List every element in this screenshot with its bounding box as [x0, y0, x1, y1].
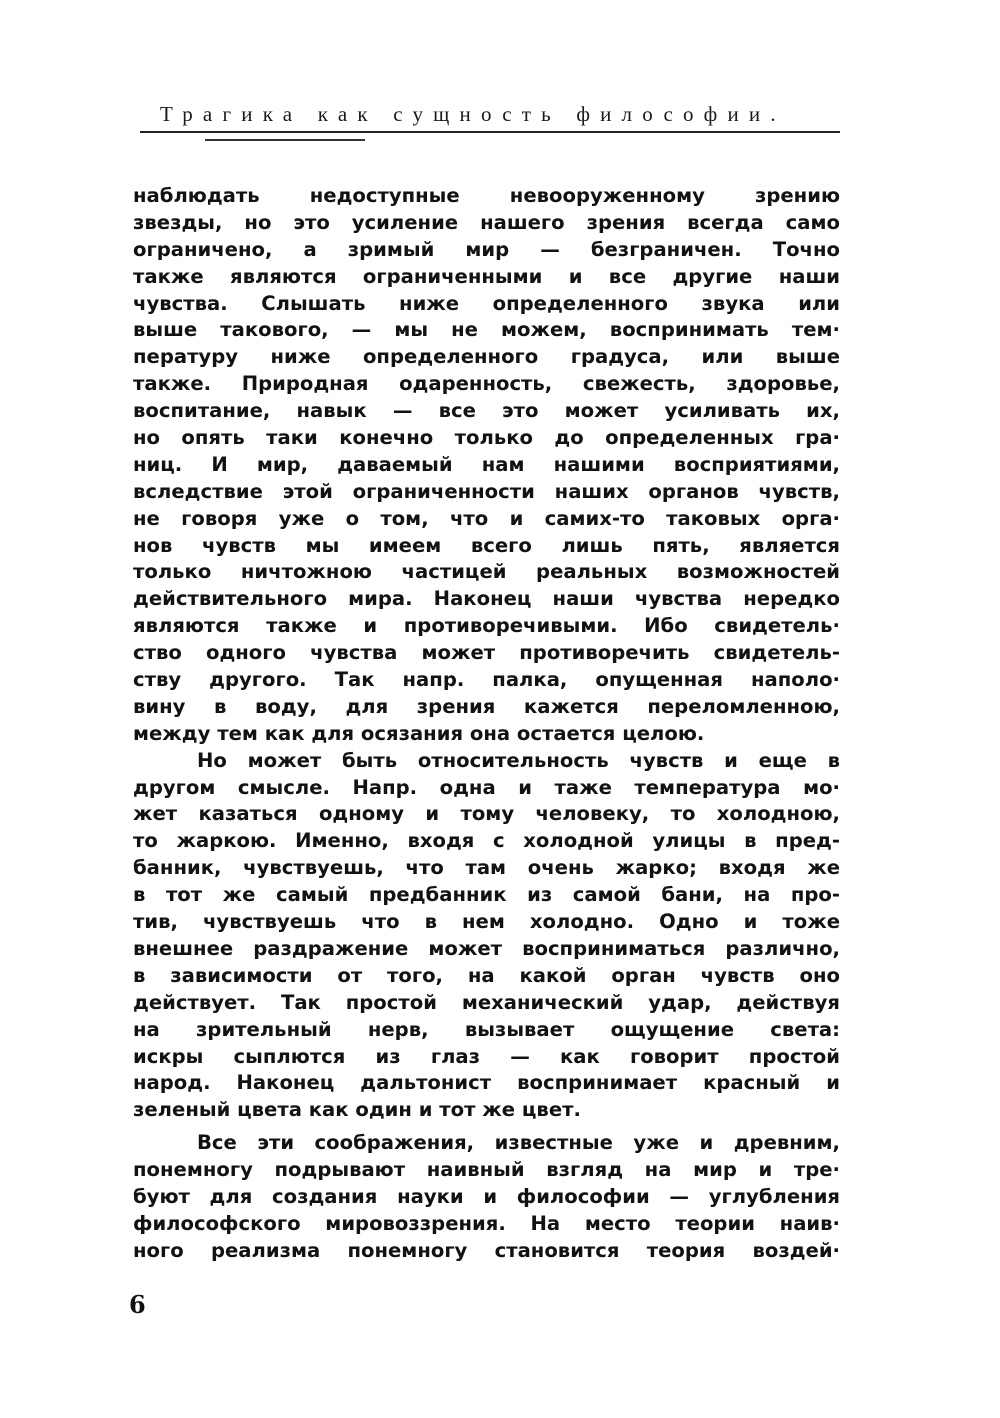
- text-line: жет казаться одному и тому человеку, то холодною,: [133, 802, 840, 826]
- text-line: наблюдать недоступные невооруженному зрению: [133, 184, 840, 207]
- text-line: ству другого. Так напр. палка, опущенная наполо·: [133, 668, 840, 692]
- text-line: но опять таки конечно только до определенных гра·: [133, 426, 840, 450]
- header-rule: [140, 131, 840, 133]
- text-line: выше такового, — мы не можем, воспринимать тем·: [133, 318, 840, 342]
- text-line: звезды, но это усиление нашего зрения всегда само: [133, 210, 840, 234]
- text-line: тив, чувствуешь что в нем холодно. Одно и тоже: [133, 910, 840, 934]
- body-text: [133, 183, 840, 1265]
- text-line: ниц. И мир, даваемый нам нашими восприятиями,: [133, 452, 840, 476]
- text-line: в зависимости от того, на какой орган чувств оно: [133, 963, 840, 987]
- header-subrule: [205, 139, 365, 141]
- text-line: ограничено, а зримый мир — безграничен. Точно: [133, 237, 840, 261]
- text-line: также. Природная одаренность, свежесть, здоровье,: [133, 372, 840, 396]
- text-line: на зрительный нерв, вызывает ощущение света:: [133, 1017, 840, 1041]
- text-line: понемногу подрывают наивный взгляд на мир и тре·: [133, 1158, 840, 1182]
- text-line: банник, чувствуешь, что там очень жарко; входя же: [133, 856, 840, 880]
- text-line: другом смысле. Напр. одна и таже температура мо·: [133, 775, 840, 799]
- text-line: ного реализма понемногу становится теория воздей·: [133, 1238, 840, 1262]
- running-head: Трагика как сущность философии.: [160, 102, 786, 126]
- text-line: воспитание, навык — все это может усиливать их,: [133, 399, 840, 423]
- text-line: ство одного чувства может противоречить свидетель-: [133, 641, 840, 665]
- text-line: только ничтожною частицей реальных возможностей: [133, 560, 840, 584]
- text-line: в тот же самый предбанник из самой бани, на про-: [133, 883, 840, 907]
- text-line: чувства. Слышать ниже определенного звука или: [133, 291, 840, 315]
- text-line: народ. Наконец дальтонист воспринимает красный и: [133, 1071, 840, 1095]
- text-line: вину в воду, для зрения кажется переломленною,: [133, 694, 840, 718]
- text-line: Все эти соображения, известные уже и древним,: [197, 1131, 840, 1155]
- text-line: то жаркою. Именно, входя с холодной улицы в пред-: [133, 829, 840, 853]
- page-number: 6: [129, 1290, 146, 1319]
- text-line: действует. Так простой механический удар, действуя: [133, 990, 840, 1014]
- text-line: философского мировоззрения. На место теории наив·: [133, 1211, 840, 1235]
- text-line: зеленый цвета как один и тот же цвет.: [133, 1098, 581, 1122]
- text-line: буют для создания науки и философии — углубления: [133, 1184, 840, 1208]
- text-line: не говоря уже о том, что и самих-то таковых орга·: [133, 506, 840, 530]
- text-line: нов чувств мы имеем всего лишь пять, является: [133, 533, 840, 557]
- text-line: между тем как для осязания она остается целою.: [133, 721, 705, 745]
- text-line: вследствие этой ограниченности наших органов чувств,: [133, 479, 840, 503]
- text-line: пературу ниже определенного градуса, или выше: [133, 345, 840, 369]
- text-line: являются также и противоречивыми. Ибо свидетель·: [133, 614, 840, 638]
- text-line: также являются ограниченными и все другие наши: [133, 264, 840, 288]
- text-line: внешнее раздражение может восприниматься различно,: [133, 936, 840, 960]
- text-line: Но может быть относительность чувств и еще в: [197, 748, 840, 772]
- text-line: искры сыплются из глаз — как говорит простой: [133, 1044, 840, 1068]
- text-line: действительного мира. Наконец наши чувства нередко: [133, 587, 840, 611]
